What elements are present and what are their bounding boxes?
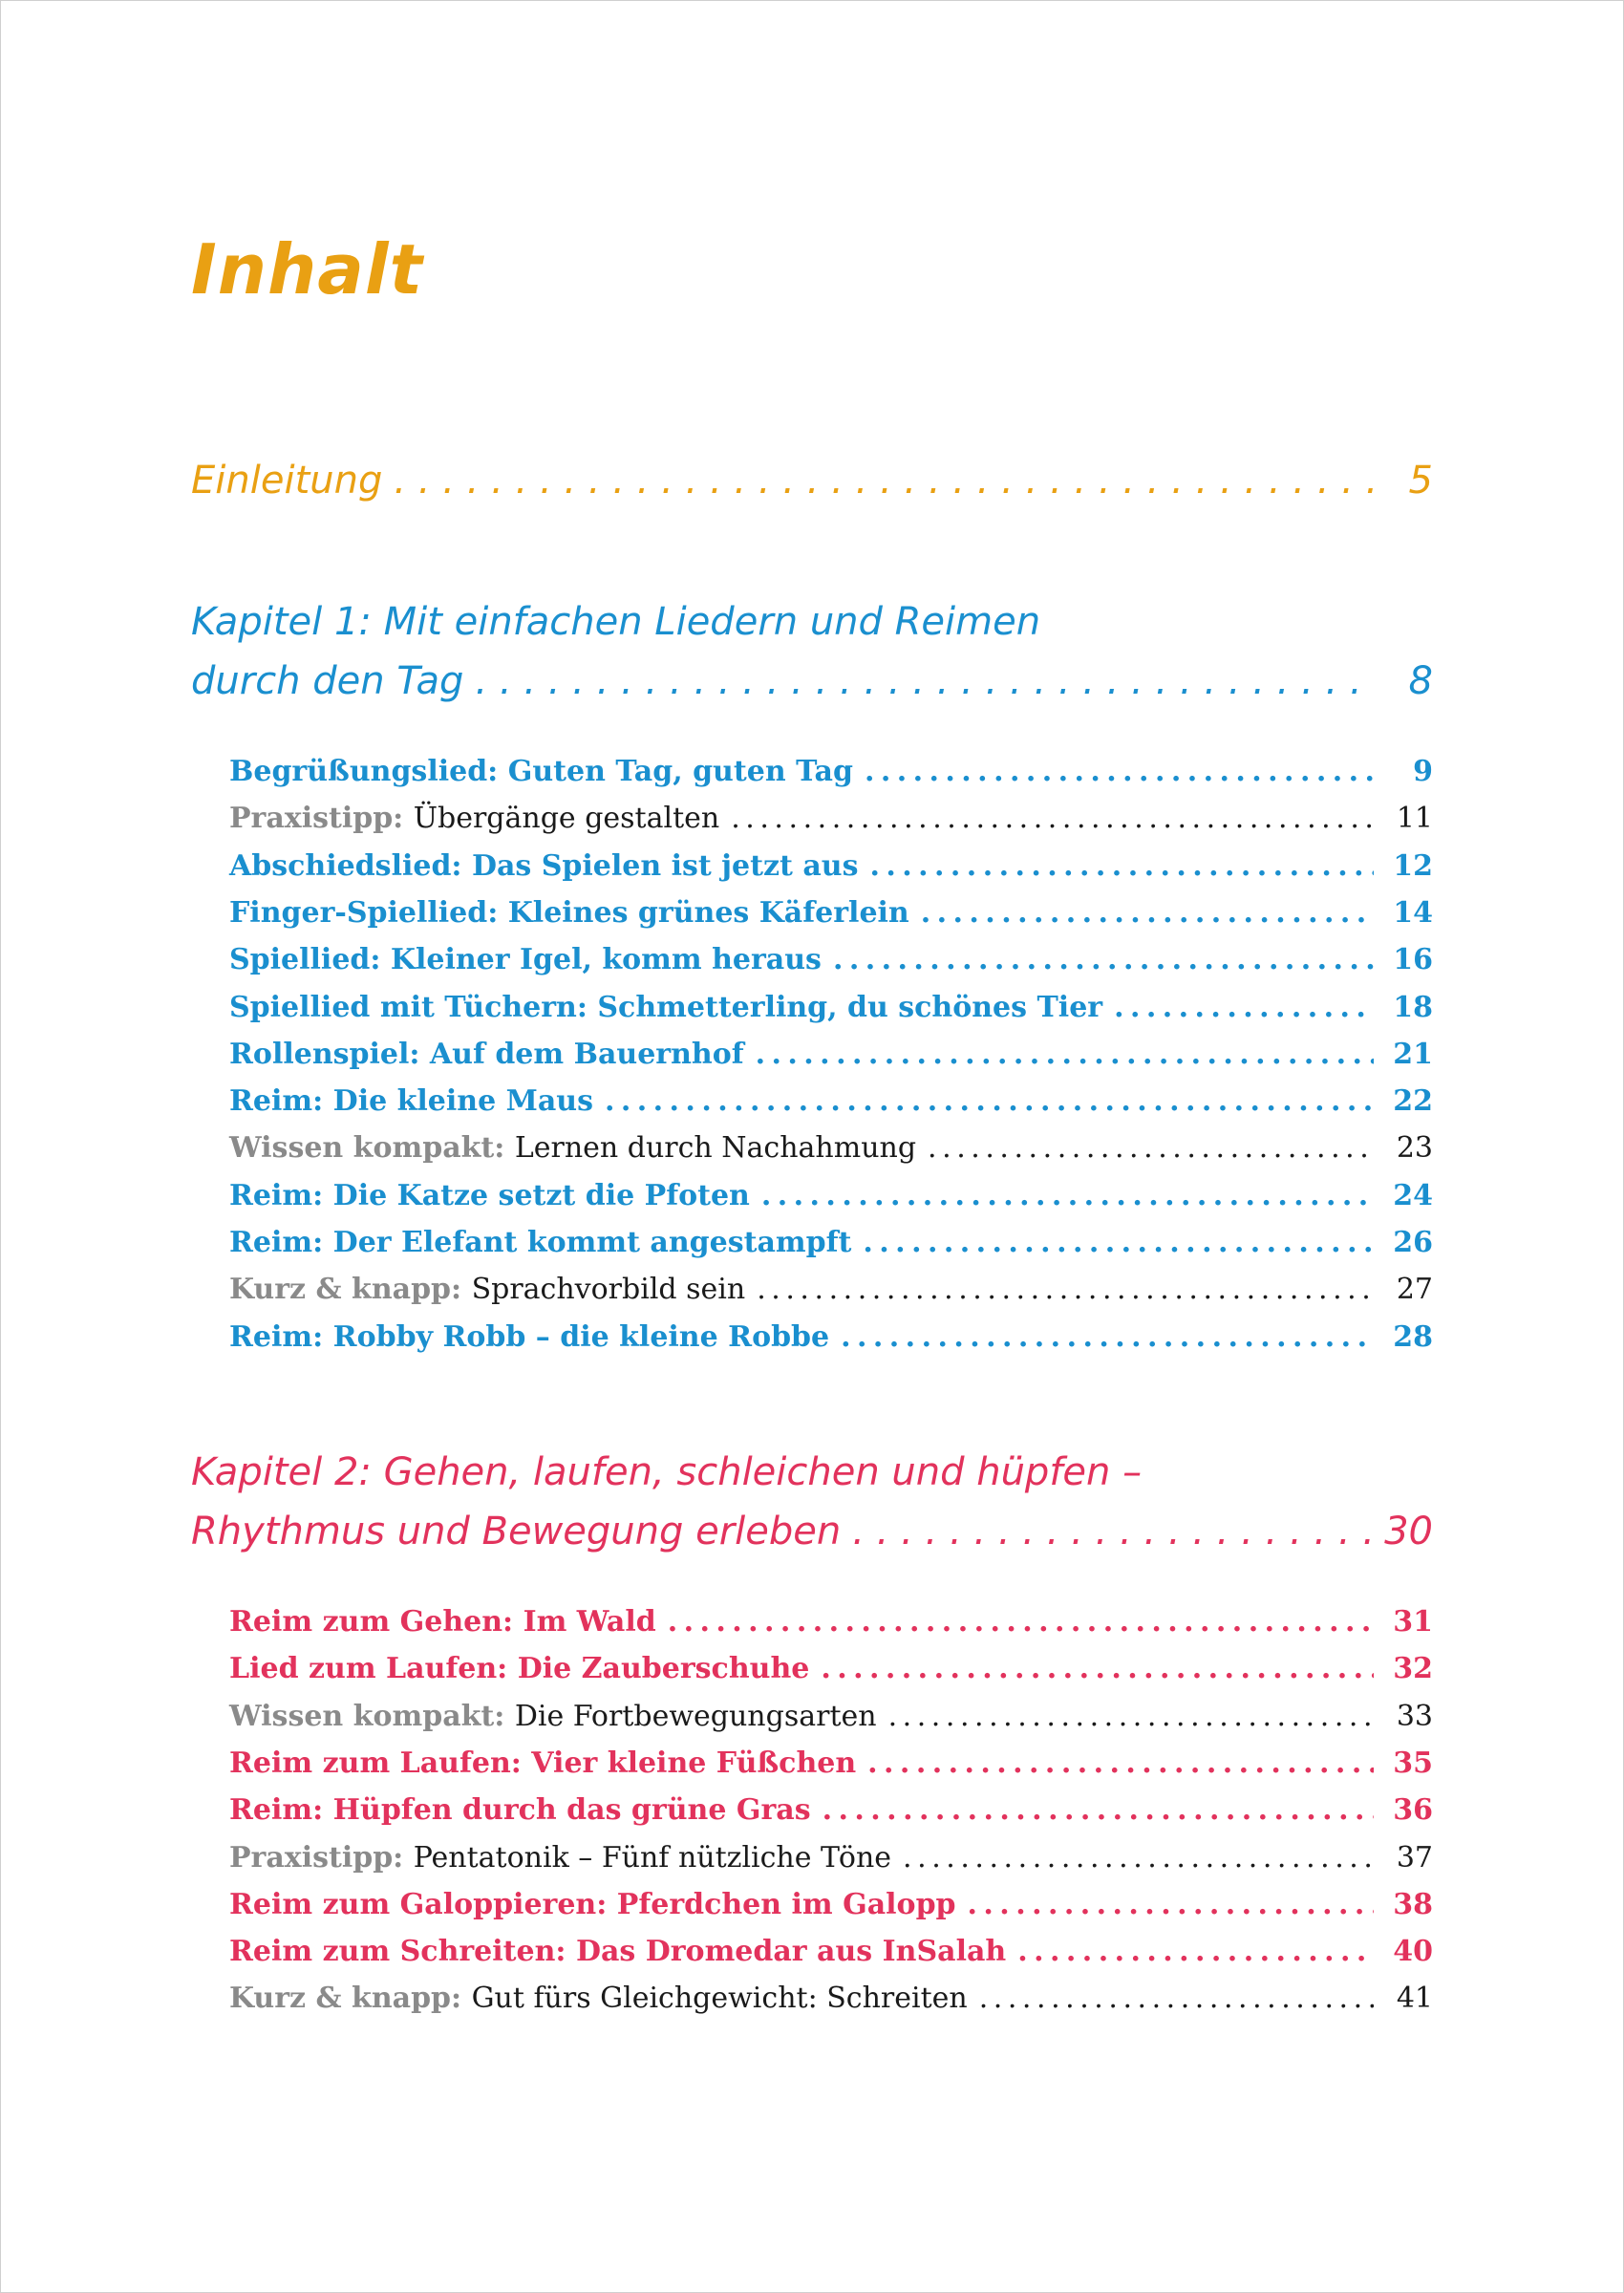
leader-dots	[979, 1982, 1374, 2015]
toc-entry-page: 26	[1393, 1226, 1433, 1259]
toc-entry[interactable]	[229, 755, 1433, 788]
chapter2-title-line1[interactable]: Kapitel 2: Gehen, laufen, schleichen und hüpfen –	[191, 1450, 1143, 1494]
toc-entry-title: Rollenspiel: Auf dem Bauernhof	[229, 1037, 744, 1071]
toc-entry-prefix: Kurz & knapp:	[229, 1982, 472, 2016]
toc-entry-text: Sprachvorbild sein	[471, 1273, 746, 1307]
leader-dots	[731, 802, 1374, 835]
leader-dots	[928, 1131, 1374, 1165]
toc-entry-page: 38	[1393, 1887, 1433, 1921]
toc-entry[interactable]	[229, 1793, 1433, 1827]
toc-entry-title: Reim zum Gehen: Im Wald	[229, 1605, 656, 1639]
toc-entry-title: Begrüßungslied: Guten Tag, guten Tag	[229, 755, 853, 788]
leader-dots	[903, 1841, 1374, 1875]
toc-entry-prefix: Kurz & knapp:	[229, 1273, 472, 1307]
toc-entry-page: 24	[1393, 1178, 1433, 1212]
toc-entry-page: 22	[1393, 1084, 1433, 1119]
toc-entry-title: Lied zum Laufen: Die Zauberschuhe	[229, 1652, 810, 1686]
chapter2-page: 30	[1384, 1510, 1433, 1554]
toc-entry[interactable]	[229, 1179, 1433, 1212]
leader-dots	[863, 1226, 1374, 1259]
leader-dots	[968, 1888, 1374, 1921]
toc-entry[interactable]	[229, 1888, 1433, 1921]
toc-entry-title: Spiellied: Kleiner Igel, komm heraus	[229, 943, 822, 977]
toc-entry-prefix: Praxistipp:	[229, 1840, 414, 1875]
leader-dots	[841, 1320, 1374, 1354]
toc-chapter1[interactable]	[191, 659, 1433, 703]
toc-entry-page: 16	[1393, 943, 1433, 977]
toc-entry[interactable]	[229, 896, 1433, 930]
chapter2-title-line2: Rhythmus und Bewegung erleben	[191, 1510, 842, 1554]
toc-entry[interactable]	[229, 1605, 1433, 1639]
toc-entry-page: 18	[1393, 990, 1433, 1024]
toc-entry-page: 41	[1396, 1982, 1433, 2016]
toc-entry[interactable]	[229, 991, 1433, 1024]
leader-dots	[921, 896, 1374, 930]
leader-dots	[869, 849, 1374, 883]
toc-entry-title	[229, 1131, 916, 1165]
toc-entry-page: 9	[1413, 755, 1433, 788]
toc-entry-text: Pentatonik – Fünf nützliche Töne	[413, 1840, 892, 1875]
toc-entry[interactable]	[229, 1935, 1433, 1968]
toc-entry-page: 33	[1396, 1699, 1433, 1733]
toc-entry-title: Reim zum Laufen: Vier kleine Füßchen	[229, 1746, 857, 1780]
toc-entry-text: Lernen durch Nachahmung	[514, 1131, 917, 1166]
toc-entry[interactable]	[229, 1652, 1433, 1685]
toc-entry-page: 37	[1396, 1840, 1433, 1875]
leader-dots	[821, 1652, 1374, 1685]
leader-dots	[865, 755, 1374, 788]
toc-entry-title	[229, 1273, 745, 1306]
toc-entry[interactable]	[229, 802, 1433, 835]
leader-dots	[475, 659, 1374, 703]
toc-entry-title: Reim zum Schreiten: Das Dromedar aus InSalah	[229, 1935, 1007, 1969]
leader-dots	[888, 1700, 1374, 1733]
toc-entry[interactable]	[229, 1131, 1433, 1165]
toc-entry[interactable]	[229, 1700, 1433, 1733]
toc-entry-page: 14	[1393, 895, 1433, 930]
leader-dots	[761, 1179, 1374, 1212]
toc-entry-page: 28	[1393, 1319, 1433, 1354]
toc-entry-prefix: Wissen kompakt:	[229, 1699, 515, 1733]
page-title: Inhalt	[191, 229, 423, 310]
toc-entry-title	[229, 1841, 891, 1875]
chapter1-page: 8	[1408, 659, 1433, 703]
toc-entry-page: 31	[1393, 1605, 1433, 1639]
toc-entry-page: 32	[1393, 1652, 1433, 1686]
toc-entry[interactable]	[229, 1038, 1433, 1071]
leader-dots	[852, 1510, 1373, 1554]
leader-dots	[833, 943, 1374, 976]
leader-dots	[757, 1273, 1374, 1306]
toc-entry-title: Reim: Robby Robb – die kleine Robbe	[229, 1319, 830, 1354]
toc-entry[interactable]	[229, 1273, 1433, 1306]
toc-entry-page: 36	[1393, 1793, 1433, 1828]
leader-dots	[668, 1605, 1374, 1639]
toc-entry-page: 12	[1393, 848, 1433, 883]
toc-entry-text: Die Fortbewegungsarten	[514, 1699, 877, 1733]
leader-dots	[823, 1793, 1374, 1827]
leader-dots	[756, 1038, 1374, 1071]
toc-entry-page: 40	[1393, 1935, 1433, 1969]
toc-entry-title: Abschiedslied: Das Spielen ist jetzt aus	[229, 848, 859, 883]
toc-entry[interactable]	[229, 1084, 1433, 1118]
toc-entry-page: 27	[1396, 1273, 1433, 1307]
leader-dots	[394, 459, 1374, 503]
chapter1-title-line2: durch den Tag	[191, 659, 464, 703]
toc-entry-title: Reim: Die kleine Maus	[229, 1084, 593, 1119]
toc-intro[interactable]	[191, 459, 1433, 503]
toc-entry-title: Reim: Hüpfen durch das grüne Gras	[229, 1793, 811, 1828]
toc-entry-prefix: Wissen kompakt:	[229, 1131, 515, 1166]
toc-intro-label: Einleitung	[191, 459, 383, 503]
toc-entry[interactable]	[229, 1226, 1433, 1259]
toc-entry-page: 35	[1393, 1746, 1433, 1780]
toc-entry-title	[229, 802, 719, 835]
toc-entry-page: 21	[1393, 1037, 1433, 1071]
toc-entry-text: Gut fürs Gleichgewicht: Schreiten	[471, 1982, 968, 2016]
toc-entry-title: Reim zum Galoppieren: Pferdchen im Galopp	[229, 1887, 956, 1921]
toc-chapter2[interactable]	[191, 1510, 1433, 1554]
leader-dots	[605, 1084, 1374, 1118]
toc-entry-title	[229, 1982, 968, 2015]
toc-entry[interactable]	[229, 1747, 1433, 1780]
toc-intro-page: 5	[1408, 459, 1433, 503]
toc-entry-title: Spiellied mit Tüchern: Schmetterling, du schönes Tier	[229, 990, 1103, 1024]
toc-entry-title	[229, 1700, 877, 1733]
toc-entry[interactable]	[229, 943, 1433, 976]
leader-dots	[1017, 1935, 1374, 1968]
toc-entry[interactable]	[229, 1841, 1433, 1875]
toc-entry[interactable]	[229, 849, 1433, 883]
toc-entry-text: Übergänge gestalten	[413, 802, 720, 836]
toc-entry-title: Reim: Die Katze setzt die Pfoten	[229, 1178, 750, 1212]
leader-dots	[1114, 991, 1374, 1024]
toc-entry-title: Finger-Spiellied: Kleines grünes Käferlein	[229, 895, 909, 930]
toc-entry[interactable]	[229, 1982, 1433, 2015]
toc-entry-prefix: Praxistipp:	[229, 802, 414, 836]
toc-entry[interactable]	[229, 1320, 1433, 1354]
leader-dots	[867, 1747, 1374, 1780]
toc-entry-title: Reim: Der Elefant kommt angestampft	[229, 1226, 852, 1259]
toc-entry-page: 11	[1396, 802, 1433, 836]
chapter1-title-line1[interactable]: Kapitel 1: Mit einfachen Liedern und Reimen	[191, 600, 1041, 644]
toc-entry-page: 23	[1396, 1131, 1433, 1166]
